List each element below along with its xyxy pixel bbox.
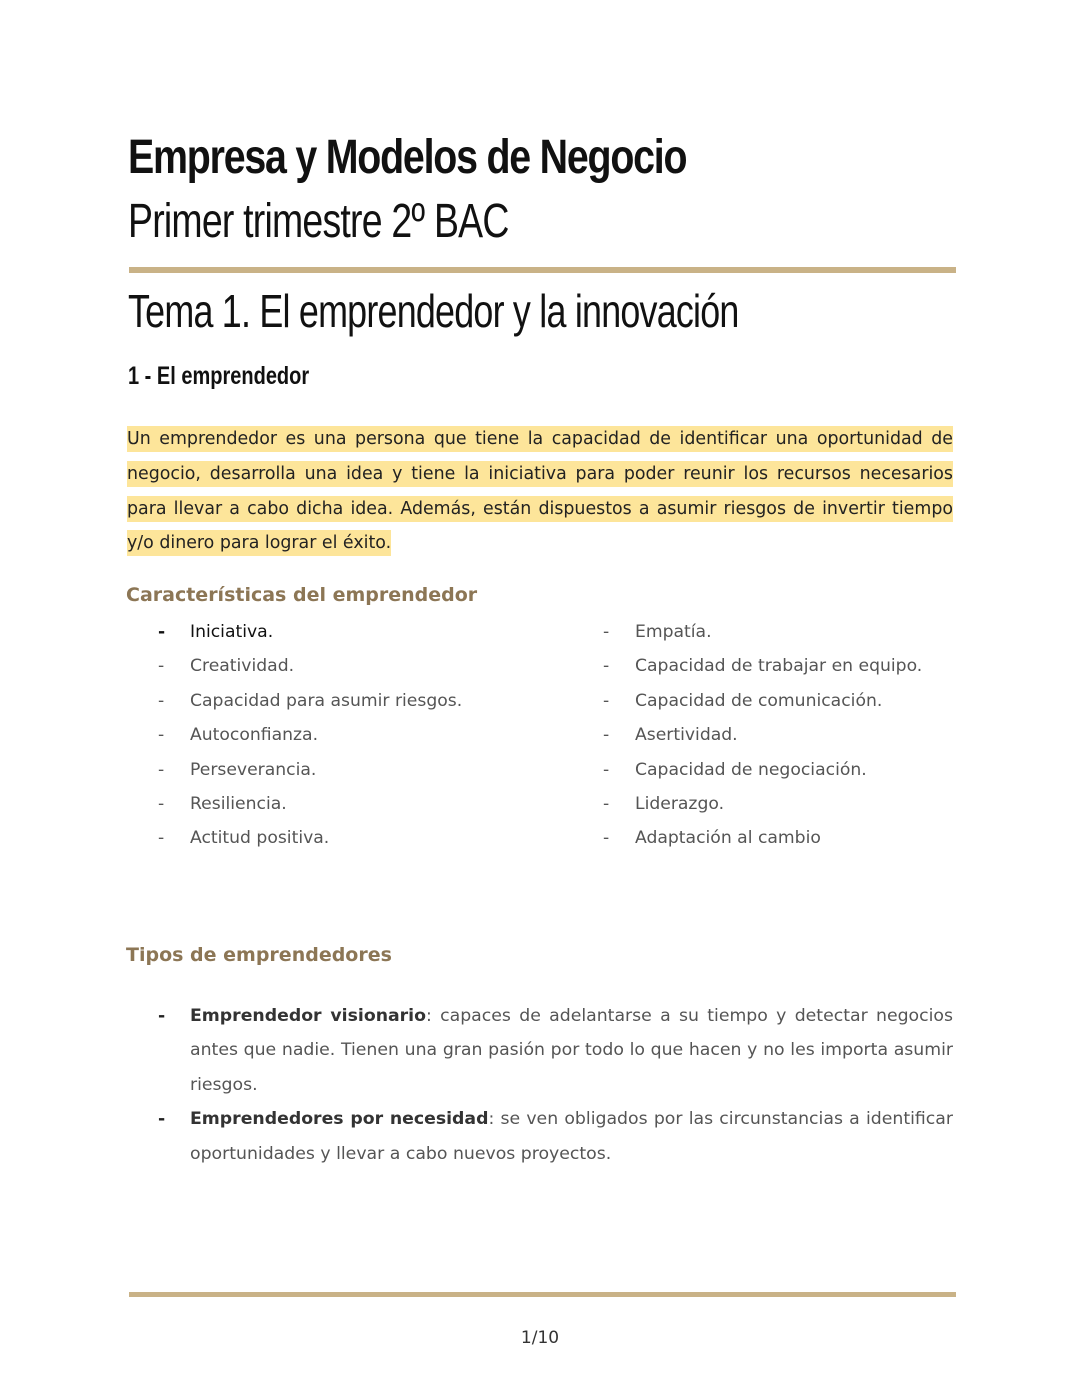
list-item: [603, 615, 922, 649]
list-item: [158, 787, 462, 821]
list-item: [158, 999, 953, 1102]
list-item-text: Capacidad de comunicación.: [635, 690, 883, 711]
chapter-title: Tema 1. El emprendedor y la innovación: [128, 285, 739, 337]
types-list: [158, 999, 953, 1171]
list-item: [603, 684, 922, 718]
type-term: Emprendedor visionario: [190, 1006, 426, 1026]
list-item-text: Adaptación al cambio: [635, 828, 821, 849]
document-subtitle: Primer trimestre 2º BAC: [128, 195, 509, 248]
list-item-text: Capacidad de trabajar en equipo.: [635, 656, 923, 677]
list-item-text: Actitud positiva.: [190, 828, 330, 849]
list-item: [158, 1102, 953, 1171]
list-item: [603, 821, 922, 855]
bullet-dash: -: [158, 656, 165, 677]
page-number: 1/10: [520, 1328, 560, 1348]
bullet-dash: -: [158, 1109, 166, 1130]
characteristics-list-left: [158, 615, 462, 856]
bullet-dash: -: [603, 725, 610, 746]
list-item: [603, 753, 922, 787]
list-item-text: Creatividad.: [190, 656, 295, 677]
bullet-dash: -: [158, 828, 165, 849]
bullet-dash: -: [158, 622, 166, 642]
characteristics-list-right: [603, 615, 922, 856]
bullet-dash: -: [603, 759, 610, 780]
types-heading: Tipos de emprendedores: [126, 944, 392, 966]
bullet-dash: -: [158, 725, 165, 746]
header-divider: [129, 267, 956, 273]
list-item: [158, 821, 462, 855]
list-item: [603, 787, 922, 821]
list-item: [158, 718, 462, 752]
characteristics-heading: Características del emprendedor: [126, 584, 478, 606]
list-item: [158, 684, 462, 718]
bullet-dash: -: [603, 793, 610, 814]
type-description: : capaces de adelantarse a su tiempo y detectar negocios antes que nadie. Tienen una gran pasión por todo lo que hacen y no les importa asumir riesgos.: [190, 1006, 954, 1095]
bullet-dash: -: [158, 690, 165, 711]
bullet-dash: -: [158, 1006, 166, 1026]
list-item: [603, 718, 922, 752]
list-item-text: Asertividad.: [635, 725, 738, 746]
bullet-dash: -: [158, 793, 165, 814]
list-item-text: Perseverancia.: [190, 759, 317, 780]
bullet-dash: -: [603, 656, 610, 677]
list-item-text: Resiliencia.: [190, 793, 287, 814]
list-item: [603, 649, 922, 683]
bullet-dash: -: [603, 690, 610, 711]
type-term: Emprendedores por necesidad: [190, 1109, 489, 1130]
bullet-dash: -: [603, 622, 610, 642]
type-description: : se ven obligados por las circunstancias a identificar oportunidades y llevar a cabo nuevos proyectos.: [190, 1109, 953, 1164]
list-item: [158, 649, 462, 683]
bullet-dash: -: [158, 759, 165, 780]
list-item-text: Capacidad para asumir riesgos.: [190, 690, 463, 711]
list-item-text: Empatía.: [635, 622, 712, 642]
section-title: 1 - El emprendedor: [128, 362, 310, 390]
highlighted-definition: Un emprendedor es una persona que tiene la capacidad de identificar una oportunidad de negocio, desarrolla una idea y tiene la iniciativa para poder reunir los recursos necesarios para llevar a cabo dicha idea. Además, están dispuestos a asumir riesgos de invertir tiempo y/o dinero para lograr el éxito.: [127, 426, 953, 556]
definition-paragraph: [127, 422, 953, 561]
list-item: [158, 753, 462, 787]
bullet-dash: -: [603, 828, 610, 849]
list-item: [158, 615, 462, 649]
list-item-text: Iniciativa.: [190, 622, 274, 642]
document-title: Empresa y Modelos de Negocio: [128, 131, 687, 184]
list-item-text: Autoconfianza.: [190, 725, 319, 746]
footer-divider: [129, 1292, 956, 1297]
list-item-text: Liderazgo.: [635, 793, 725, 814]
list-item-text: Capacidad de negociación.: [635, 759, 867, 780]
